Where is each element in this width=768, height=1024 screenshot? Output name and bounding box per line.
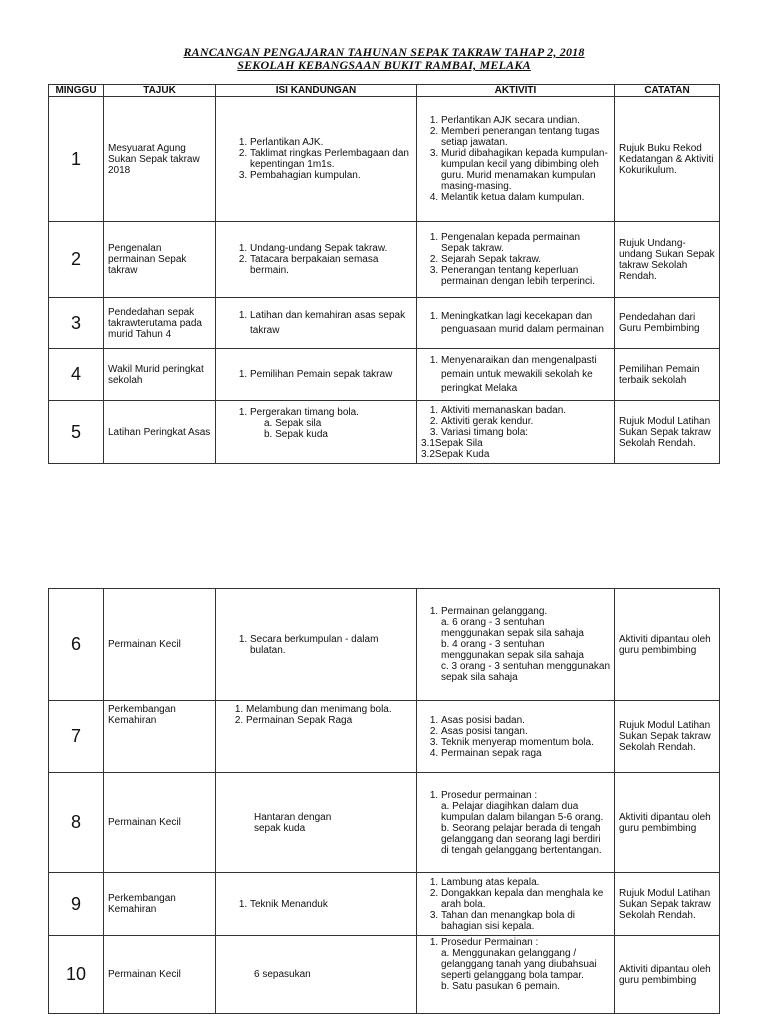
header-tajuk: TAJUK <box>104 85 216 97</box>
table-row <box>49 222 720 298</box>
list-item: 2. Tatacara berpakaian semasa bermain. <box>250 254 412 276</box>
sub-item: a. Pelajar diagihkan dalam dua kumpulan dalam bilangan 5-6 orang. <box>441 800 604 823</box>
notes: Rujuk Modul Latihan Sukan Sepak takraw Sekolah Rendah. <box>615 401 720 464</box>
content <box>216 701 417 773</box>
list-item: 1. Pengenalan kepada permainan Sepak takraw. <box>441 232 610 254</box>
header-catatan: CATATAN <box>615 85 720 97</box>
week-number: 4 <box>49 349 104 401</box>
sub-item: c. 3 orang - 3 sentuhan menggunakan sepak sila sahaja <box>441 661 611 683</box>
week-number: 2 <box>49 222 104 298</box>
topic: Wakil Murid peringkat sekolah <box>104 349 216 401</box>
list-item: 2. Permainan Sepak Raga <box>246 715 412 726</box>
week-number: 9 <box>49 873 104 936</box>
topic: Pengenalan permainan Sepak takraw <box>104 222 216 298</box>
content <box>216 97 417 222</box>
header-isi-kandungan: ISI KANDUNGAN <box>216 85 417 97</box>
school-name: SEKOLAH KEBANGSAAN BUKIT RAMBAI, MELAKA <box>237 58 531 72</box>
list-item: 2. Dongakkan kepala dan menghala ke arah bola. <box>441 888 610 910</box>
list-item: 1. Secara berkumpulan - dalam bulatan. <box>250 634 412 656</box>
sub-item: a. 6 orang - 3 sentuhan menggunakan sepak sila sahaja <box>441 617 584 639</box>
content-text: Hantaran dengan sepak kuda <box>254 811 332 834</box>
topic: Mesyuarat Agung Sukan Sepak takraw 2018 <box>104 97 216 222</box>
list-item: 4. Permainan sepak raga <box>441 748 610 759</box>
activity <box>417 701 615 773</box>
notes: Pendedahan dari Guru Pembimbing <box>615 298 720 349</box>
header-minggu: MINGGU <box>49 85 104 97</box>
notes: Aktiviti dipantau oleh guru pembimbing <box>615 936 720 1014</box>
content <box>216 936 417 1014</box>
table-row <box>49 936 720 1014</box>
notes: Rujuk Undang-undang Sukan Sepak takraw Sekolah Rendah. <box>615 222 720 298</box>
sub-item: a. Menggunakan gelanggang / gelanggang tanah yang diubahsuai seperti gelanggang bola tampar. <box>441 948 597 981</box>
notes: Pemilihan Pemain terbaik sekolah <box>615 349 720 401</box>
table-row <box>49 873 720 936</box>
activity <box>417 589 615 701</box>
sub-item: b. Sepak kuda <box>264 429 328 440</box>
list-item: 1. Perlantikan AJK secara undian. <box>441 115 610 126</box>
notes: Rujuk Modul Latihan Sukan Sepak takraw Sekolah Rendah. <box>615 701 720 773</box>
list-item: 3. Pembahagian kumpulan. <box>250 170 412 181</box>
activity <box>417 298 615 349</box>
list-item: 1. Lambung atas kepala. <box>441 877 610 888</box>
table-row <box>49 589 720 701</box>
content <box>216 401 417 464</box>
content <box>216 873 417 936</box>
list-item: 1. Asas posisi badan. <box>441 715 610 726</box>
plan-table-2 <box>48 588 720 1014</box>
plan-table-1 <box>48 84 720 464</box>
content <box>216 298 417 349</box>
activity <box>417 936 615 1014</box>
sub-item: b. Satu pasukan 6 pemain. <box>441 981 560 992</box>
list-item: 3. Penerangan tentang keperluan permainan dengan lebih terperinci. <box>441 265 610 287</box>
list-item: 3. Teknik menyerap momentum bola. <box>441 737 610 748</box>
list-item: 1. Prosedur permainan : <box>441 790 610 801</box>
list-item: 1. Perlantikan AJK. <box>250 137 412 148</box>
week-number: 8 <box>49 773 104 873</box>
list-item: 2. Memberi penerangan tentang tugas setiap jawatan. <box>441 126 610 148</box>
header-aktiviti: AKTIVITI <box>417 85 615 97</box>
list-item: 3. Murid dibahagikan kepada kumpulan-kumpulan kecil yang dibimbing oleh guru. Murid menamakan kumpulan masing-masing. <box>441 148 610 192</box>
content <box>216 589 417 701</box>
notes: Rujuk Buku Rekod Kedatangan & Aktiviti Kokurikulum. <box>615 97 720 222</box>
content-text: 6 sepasukan <box>254 969 311 980</box>
week-number: 3 <box>49 298 104 349</box>
list-item: 2. Sejarah Sepak takraw. <box>441 254 610 265</box>
list-item: 3. Variasi timang bola: <box>441 427 610 438</box>
sub-item: b. Seorang pelajar berada di tengah gelanggang dan seorang lagi berdiri di tengah gelanggang bertentangan. <box>441 822 602 856</box>
topic: Perkembangan Kemahiran <box>104 701 216 773</box>
notes: Rujuk Modul Latihan Sukan Sepak takraw Sekolah Rendah. <box>615 873 720 936</box>
list-item: 3. Tahan dan menangkap bola di bahagian sisi kepala. <box>441 910 610 932</box>
topic: Permainan Kecil <box>104 936 216 1014</box>
activity <box>417 873 615 936</box>
list-item: 1. Melambung dan menimang bola. <box>246 704 412 715</box>
notes: Aktiviti dipantau oleh guru pembimbing <box>615 589 720 701</box>
week-number: 10 <box>49 936 104 1014</box>
week-number: 1 <box>49 97 104 222</box>
list-item: 4. Melantik ketua dalam kumpulan. <box>441 192 610 203</box>
list-item: 1. Teknik Menanduk <box>250 899 412 910</box>
list-item: 1. Pemilihan Pemain sepak takraw <box>250 368 412 382</box>
week-number: 7 <box>49 701 104 773</box>
week-number: 5 <box>49 401 104 464</box>
table-row <box>49 773 720 873</box>
table-row <box>49 298 720 349</box>
topic: Permainan Kecil <box>104 773 216 873</box>
topic: Perkembangan Kemahiran <box>104 873 216 936</box>
sub-item: 3.2Sepak Kuda <box>421 448 490 460</box>
notes: Aktiviti dipantau oleh guru pembimbing <box>615 773 720 873</box>
list-item: 2. Taklimat ringkas Perlembagaan dan kepentingan 1m1s. <box>250 148 412 170</box>
list-item: 1. Latihan dan kemahiran asas sepak takraw <box>250 308 412 338</box>
activity <box>417 401 615 464</box>
topic: Permainan Kecil <box>104 589 216 701</box>
table-header-row <box>49 85 720 97</box>
topic: Pendedahan sepak takrawterutama pada murid Tahun 4 <box>104 298 216 349</box>
activity <box>417 97 615 222</box>
sub-item: 3.1Sepak Sila <box>421 437 483 449</box>
activity <box>417 773 615 873</box>
document-title: RANCANGAN PENGAJARAN TAHUNAN SEPAK TAKRAW TAHAP 2, 2018 <box>183 45 585 59</box>
list-item: 2. Aktiviti gerak kendur. <box>441 416 610 427</box>
list-item: 1. Menyenaraikan dan mengenalpasti pemain untuk mewakili sekolah ke peringkat Melaka <box>441 354 610 396</box>
week-number: 6 <box>49 589 104 701</box>
list-item: 1. Pergerakan timang bola. <box>250 407 412 418</box>
table-row <box>49 701 720 773</box>
list-item: 1. Permainan gelanggang. <box>441 606 610 617</box>
content <box>216 773 417 873</box>
table-row <box>49 97 720 222</box>
table-row <box>49 401 720 464</box>
list-item: 1. Aktiviti memanaskan badan. <box>441 405 610 416</box>
list-item: 2. Asas posisi tangan. <box>441 726 610 737</box>
list-item: 1. Meningkatkan lagi kecekapan dan penguasaan murid dalam permainan <box>441 310 610 336</box>
table-row <box>49 349 720 401</box>
topic: Latihan Peringkat Asas <box>104 401 216 464</box>
content <box>216 349 417 401</box>
list-item: 1. Undang-undang Sepak takraw. <box>250 243 412 254</box>
sub-item: a. Sepak sila <box>264 418 322 429</box>
content <box>216 222 417 298</box>
activity <box>417 222 615 298</box>
activity <box>417 349 615 401</box>
list-item: 1. Prosedur Permainan : <box>441 937 610 948</box>
sub-item: b. 4 orang - 3 sentuhan menggunakan sepak sila sahaja <box>441 639 584 661</box>
